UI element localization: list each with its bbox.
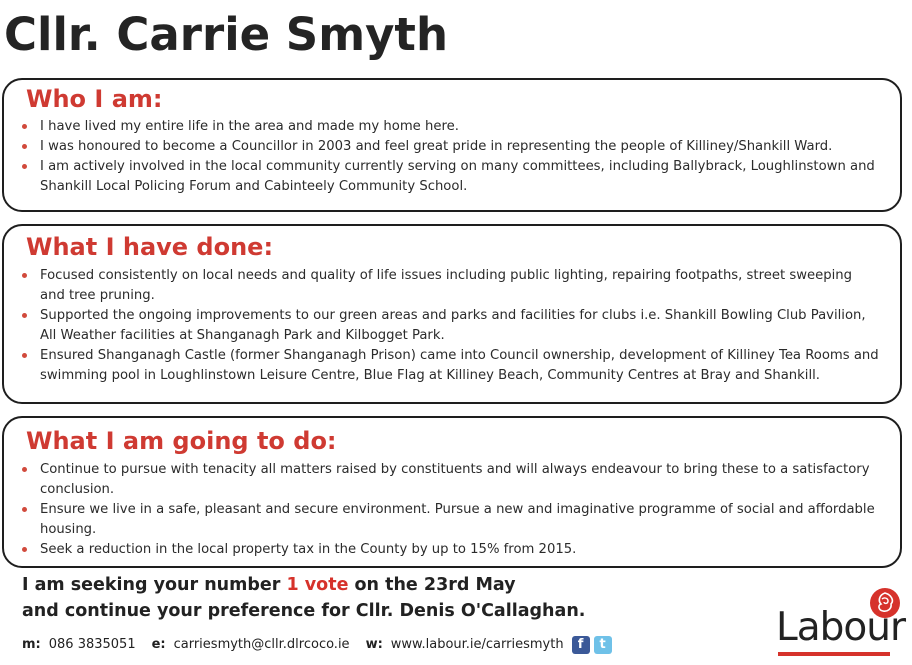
pledge-line-2: and continue your preference for Cllr. Denis O'Callaghan. [22, 601, 586, 621]
vote-pledge [22, 572, 585, 624]
bullet-list [4, 460, 900, 560]
page-title: Cllr. Carrie Smyth [4, 8, 448, 61]
phone-number: 086 3835051 [48, 637, 136, 652]
vote-highlight: 1 vote [286, 575, 349, 595]
pledge-text: I am seeking your number [22, 575, 287, 595]
list-item [4, 157, 900, 197]
facebook-icon[interactable]: f [572, 636, 590, 654]
web-label: w: [365, 637, 383, 652]
bullet-icon [22, 507, 27, 512]
list-item [4, 500, 900, 540]
list-item-text: I have lived my entire life in the area and made my home here. [40, 119, 459, 134]
labour-logo [776, 586, 906, 656]
list-item-text: Supported the ongoing improvements to our green areas and parks and facilities for clubs i.e. Shankill Bowling Club Pavilion, All Weather facilities at Shanganagh Park and Kilbogget Park. [40, 308, 866, 343]
bullet-icon [22, 353, 27, 358]
list-item [4, 266, 900, 306]
bullet-list [4, 117, 900, 197]
list-item-text: Focused consistently on local needs and quality of life issues including public lighting, repairing footpaths, street sweeping and tree pruning. [40, 268, 852, 303]
phone-label: m: [22, 637, 41, 652]
what-i-have-done-panel [2, 224, 902, 404]
bullet-icon [22, 273, 27, 278]
section-heading: What I have done: [26, 233, 274, 261]
list-item [4, 117, 900, 137]
bullet-icon [22, 547, 27, 552]
list-item-text: Seek a reduction in the local property tax in the County by up to 15% from 2015. [40, 542, 577, 557]
pledge-line-1 [22, 572, 585, 598]
bullet-icon [22, 467, 27, 472]
section-heading: What I am going to do: [26, 427, 337, 455]
bullet-icon [22, 124, 27, 129]
list-item [4, 346, 900, 386]
list-item [4, 306, 900, 346]
list-item [4, 460, 900, 500]
bullet-icon [22, 164, 27, 169]
list-item [4, 540, 900, 560]
email-label: e: [151, 637, 166, 652]
logo-wordmark: Labour [776, 605, 905, 650]
list-item-text: Ensured Shanganagh Castle (former Shanganagh Prison) came into Council ownership, development of Killiney Tea Rooms and swimming pool in Loughlinstown Leisure Centre, Blue Flag at Killiney Beach, Community Centres at Bray and Shankill. [40, 348, 879, 383]
website-link[interactable]: www.labour.ie/carriesmyth [390, 637, 564, 652]
section-heading: Who I am: [26, 85, 163, 113]
list-item-text: I am actively involved in the local community currently serving on many committees, including Ballybrack, Loughlinstown and Shankill Local Policing Forum and Cabinteely Community School. [40, 159, 875, 194]
twitter-icon[interactable]: t [594, 636, 612, 654]
who-i-am-panel [2, 78, 902, 212]
what-i-am-going-to-do-panel [2, 416, 902, 568]
pledge-text: on the 23rd May [348, 575, 516, 595]
bullet-list [4, 266, 900, 386]
bullet-icon [22, 313, 27, 318]
list-item-text: I was honoured to become a Councillor in 2003 and feel great pride in representing the people of Killiney/Shankill Ward. [40, 139, 833, 154]
bullet-icon [22, 144, 27, 149]
contact-bar [22, 634, 616, 656]
list-item-text: Ensure we live in a safe, pleasant and secure environment. Pursue a new and imaginative programme of social and affordable housing. [40, 502, 875, 537]
email-address[interactable]: carriesmyth@cllr.dlrcoco.ie [173, 637, 350, 652]
list-item-text: Continue to pursue with tenacity all matters raised by constituents and will always endeavour to bring these to a satisfactory conclusion. [40, 462, 870, 497]
logo-underline [778, 652, 890, 656]
list-item [4, 137, 900, 157]
